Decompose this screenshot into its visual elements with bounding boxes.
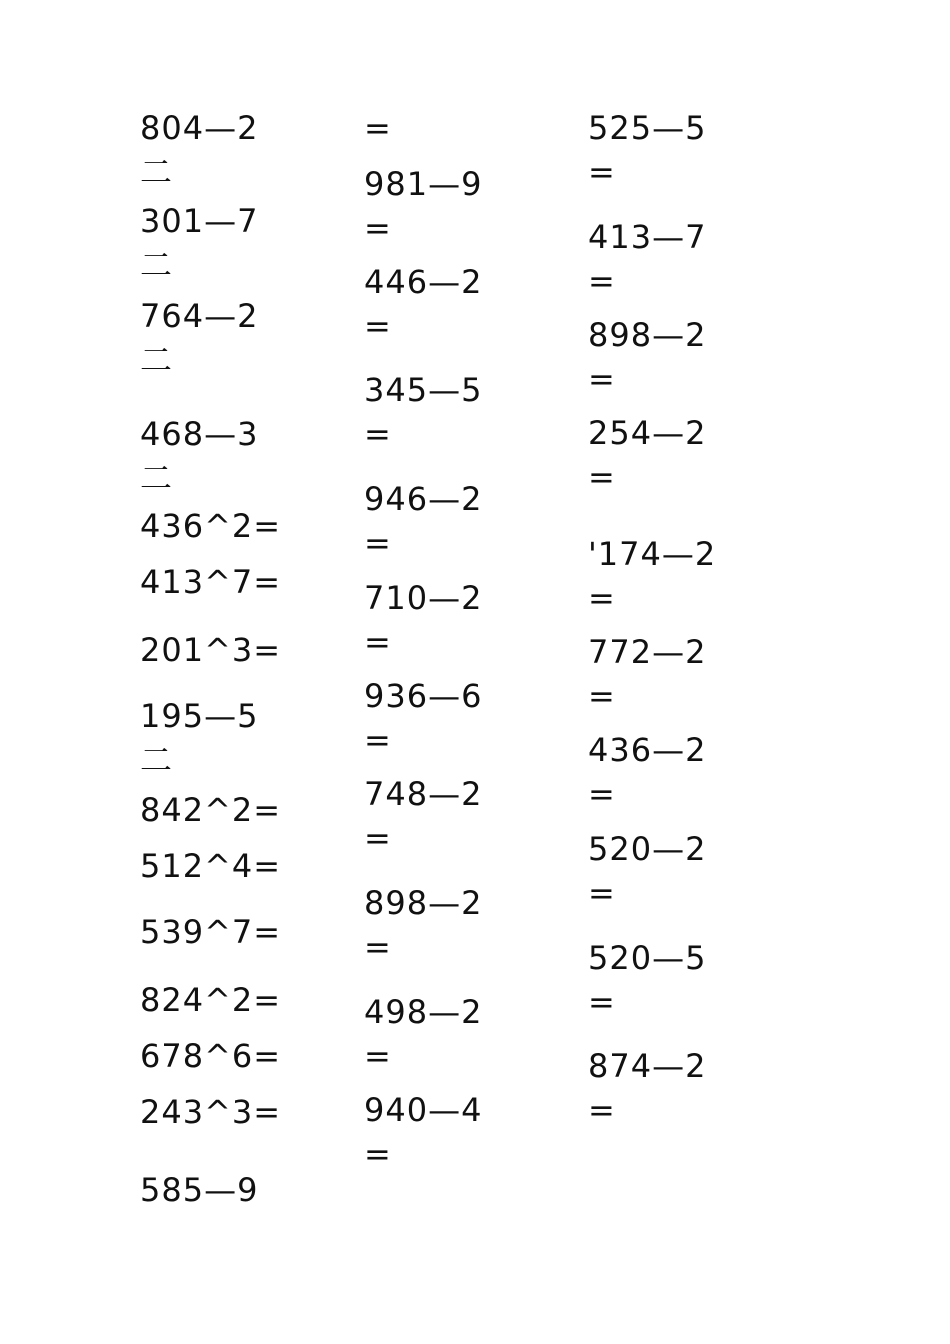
col2-line-19: = <box>364 1037 392 1075</box>
col1-line-17: 824^2= <box>140 981 282 1019</box>
col2-line-7: = <box>364 415 392 453</box>
col2-line-12: 936—6 <box>364 677 483 715</box>
col2-line-15: = <box>364 819 392 857</box>
col2-line-9: = <box>364 524 392 562</box>
col1-line-13: 二 <box>140 741 174 779</box>
col1-line-3: 301—7 <box>140 202 259 240</box>
col1-line-11: 201^3= <box>140 631 282 669</box>
col1-line-20: 585—9 <box>140 1171 259 1209</box>
col2-line-6: 345—5 <box>364 371 483 409</box>
col3-line-18: = <box>588 983 616 1021</box>
col2-line-16: 898—2 <box>364 884 483 922</box>
col2-line-17: = <box>364 928 392 966</box>
col2-line-3: = <box>364 209 392 247</box>
col3-line-9: '174—2 <box>588 535 717 573</box>
col3-line-12: = <box>588 677 616 715</box>
col3-line-2: = <box>588 153 616 191</box>
col2-line-1: = <box>364 109 392 147</box>
col3-line-1: 525—5 <box>588 109 707 147</box>
col3-line-8: = <box>588 458 616 496</box>
col2-line-8: 946—2 <box>364 480 483 518</box>
col3-line-3: 413—7 <box>588 218 707 256</box>
col1-line-15: 512^4= <box>140 847 282 885</box>
col1-line-9: 436^2= <box>140 507 282 545</box>
col3-line-10: = <box>588 579 616 617</box>
col3-line-7: 254—2 <box>588 414 707 452</box>
col3-line-5: 898—2 <box>588 316 707 354</box>
col2-line-20: 940—4 <box>364 1091 483 1129</box>
col2-line-5: = <box>364 307 392 345</box>
col1-line-4: 二 <box>140 246 174 284</box>
col2-line-21: = <box>364 1135 392 1173</box>
col3-line-16: = <box>588 874 616 912</box>
col1-line-1: 804—2 <box>140 109 259 147</box>
col3-line-11: 772—2 <box>588 633 707 671</box>
col1-line-6: 二 <box>140 341 174 379</box>
col2-line-18: 498—2 <box>364 993 483 1031</box>
col1-line-14: 842^2= <box>140 791 282 829</box>
col1-line-16: 539^7= <box>140 913 282 951</box>
col1-line-12: 195—5 <box>140 697 259 735</box>
col3-line-20: = <box>588 1091 616 1129</box>
col1-line-7: 468—3 <box>140 415 259 453</box>
col1-line-5: 764—2 <box>140 297 259 335</box>
col1-line-10: 413^7= <box>140 563 282 601</box>
col2-line-13: = <box>364 721 392 759</box>
col3-line-17: 520—5 <box>588 939 707 977</box>
col2-line-14: 748—2 <box>364 775 483 813</box>
col3-line-13: 436—2 <box>588 731 707 769</box>
col1-line-8: 二 <box>140 459 174 497</box>
col1-line-18: 678^6= <box>140 1037 282 1075</box>
col1-line-19: 243^3= <box>140 1093 282 1131</box>
col2-line-4: 446—2 <box>364 263 483 301</box>
col2-line-11: = <box>364 623 392 661</box>
col3-line-15: 520—2 <box>588 830 707 868</box>
col2-line-10: 710—2 <box>364 579 483 617</box>
col3-line-6: = <box>588 360 616 398</box>
col1-line-2: 二 <box>140 153 174 191</box>
col3-line-14: = <box>588 775 616 813</box>
col2-line-2: 981—9 <box>364 165 483 203</box>
col3-line-19: 874—2 <box>588 1047 707 1085</box>
col3-line-4: = <box>588 262 616 300</box>
